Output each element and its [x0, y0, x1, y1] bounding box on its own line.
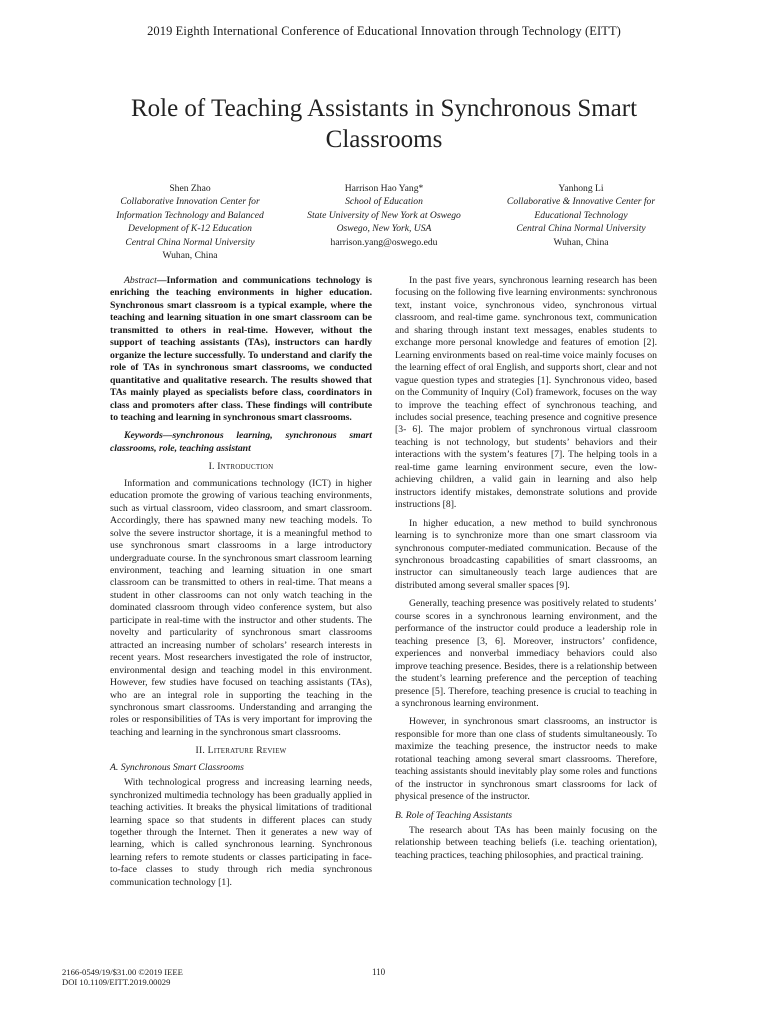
author-affiliation: Central China Normal University [125, 236, 255, 248]
paragraph: Information and communications technology (ICT) in higher education promote the growing of various teaching environments, such as virtual classroom, video classroom, and smart classroom. Accordingly, there has spawned many new teaching models. To solve the severe instructor shortage, it is a meaningful method to use synchronous smart classrooms in a large introductory undergraduate course. In the synchronous smart classroom learning environment, teaching and learning situation in one smart classroom can be transmitted to others in real-time. That means a student in other classrooms can not only watch teaching in the dominated classroom through video conference system, but also participate in real-time with the instructor and other students. The novelty and particularity of synchronous smart classrooms attracted an increasing number of scholars’ research interests in recent years. Most researchers investigated the role of instructor, environmental design and teaching model in this environment. However, few studies have focused on teaching assistants (TAs), who are an integral role in supporting the teaching in the synchronous smart classrooms. Understanding and arranging the roles or responsibilities of TAs is very important for improving the teaching and learning in the synchronous smart classrooms. [110, 477, 372, 738]
abstract-text: —Information and communications technology is enriching the teaching environments in higher education. Synchronous smart classroom is a typical example, where the teaching and learning situation in one smart classroom can be transmitted to others in real-time. However, without the support of teaching assistants (TAs), instructors can hardly organize the lecture successfully. To understand and clarify the role of TAs in synchronous smart classrooms, we conducted quantitative and qualitative research. The results showed that TAs mainly played as specialists before class, coordinators in class and promoters after class. These findings will contribute to teaching and learning in synchronous smart classrooms. [110, 275, 372, 423]
author-location: Wuhan, China [162, 250, 218, 262]
author-1 [100, 182, 280, 262]
author-email: harrison.yang@oswego.edu [330, 236, 438, 248]
author-affiliation: Central China Normal University [516, 223, 646, 235]
section-number: II. [195, 745, 205, 757]
subsection-heading: A. Synchronous Smart Classrooms [110, 761, 244, 773]
abstract-lead: Abstract [124, 275, 157, 286]
keywords-lead: Keywords [124, 430, 163, 442]
paragraph: With technological progress and increasing learning needs, synchronized multimedia technology has been gradually applied in teaching activities. It breaks the physical limitations of traditional learning space so that students in different places can study together through the Internet. Then it generates a new way of learning, which is called synchronous learning. Synchronous learning refers to remote students or classes participating in face-to-face classes to study through rich media synchronous communication technology [1]. [110, 777, 372, 888]
author-affiliation: School of Education [345, 196, 423, 208]
paragraph: However, in synchronous smart classrooms, an instructor is responsible for more than one class of students simultaneously. To maximize the teaching presence, the instructor needs to make rotational teaching among several smart classrooms. Therefore, teaching assistants should inevitably play some roles and functions of the instructor in synchronous smart classrooms for lack of physical presence of the instructor. [395, 716, 657, 803]
author-affiliation: Oswego, New York, USA [336, 223, 432, 235]
section-heading-introduction [110, 461, 372, 473]
abstract [110, 275, 372, 424]
paragraph: In the past five years, synchronous learning research has been focusing on the following five learning environments: synchronous text, instant voice, synchronous video, synchronous virtual classroom, and real-time game. synchronous text, communication and sharing through instant text messages, enables students to exchange more personal knowledge and features of emotion [2]. Learning environments based on real-time voice mainly focuses on the learning effect of oral English, and supports short, clear and not vague question types and strategies [1]. Synchronous video, based on the Community of Inquiry (CoI) framework, focuses on the way to improve the teaching effect of synchronous teaching, and includes social presence, teaching presence and cognitive presence [3- 6]. The major problem of synchronous virtual classroom teaching is not technology, but students’ behaviors and their interactions with the system’s features [7]. The helping tools in a real-time game learning environment secure, even the low-achieving children, a valid gain in learning and also help instructors identify mistakes, demonstrate solutions and provide instructions [8]. [395, 275, 657, 511]
paragraph: In higher education, a new method to build synchronous learning is to synchronize more than one smart classroom via synchronous computer-mediated communication. Because of the synchronous broadcasting capabilities of smart classrooms, an instructor can simultaneously teach large audiences that are distributed among several smaller spaces [9]. [395, 517, 657, 591]
keywords-text: —synchronous learning, synchronous smart classrooms, role, teaching assistant [110, 430, 372, 454]
author-location: Wuhan, China [553, 236, 609, 248]
keywords [110, 430, 372, 455]
paragraph: The research about TAs has been mainly focusing on the relationship between teaching beliefs (i.e. teaching orientation), teaching practices, teaching philosophies, and practical training. [395, 825, 657, 861]
author-3 [486, 182, 676, 249]
footer-copyright [62, 967, 183, 988]
author-name: Yanhong Li [558, 183, 604, 194]
footer-issn: 2166-0549/19/$31.00 ©2019 IEEE [62, 967, 183, 977]
author-affiliation: Development of K-12 Education [128, 223, 252, 235]
author-block [0, 182, 768, 282]
author-affiliation: Collaborative Innovation Center for [120, 196, 260, 208]
left-column [110, 275, 372, 895]
conference-header: 2019 Eighth International Conference of Educational Innovation through Technology (EITT) [147, 24, 621, 38]
section-number: I. [208, 461, 215, 473]
author-affiliation: Collaborative & Innovative Center for [506, 196, 656, 208]
subsection-heading: B. Role of Teaching Assistants [395, 809, 513, 821]
paragraph: Generally, teaching presence was positively related to students’ course scores in a synchronous learning environment, and the performance of the instructor could produce a leadership role in teaching presence [3, 6]. Moreover, instructors’ confidence, experiences and nonverbal immediacy behaviors could also improve teaching presence. Besides, there is a relationship between the student’s learning preference and the perception of teaching presence [5]. Therefore, teaching presence is crucial to teaching in a synchronous learning environment. [395, 598, 657, 709]
footer-doi: DOI 10.1109/EITT.2019.00029 [62, 977, 171, 988]
page-number: 110 [372, 967, 386, 977]
section-heading-literature-review [110, 745, 372, 757]
author-name: Harrison Hao Yang* [344, 183, 424, 194]
paper-title: Role of Teaching Assistants in Synchronous Smart Classrooms [130, 95, 638, 153]
author-affiliation: State University of New York at Oswego [307, 209, 461, 221]
author-2 [294, 182, 474, 249]
section-title: Literature Review [207, 745, 287, 757]
author-affiliation: Educational Technology [534, 209, 628, 221]
section-title: Introduction [217, 461, 274, 473]
author-affiliation: Information Technology and Balanced [116, 209, 264, 221]
author-name: Shen Zhao [169, 183, 211, 194]
right-column [395, 275, 657, 868]
